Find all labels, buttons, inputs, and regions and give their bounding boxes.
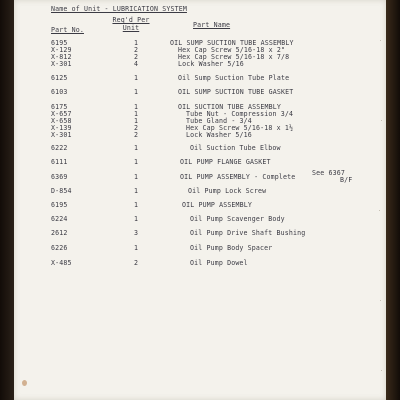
part-number: X-812 [51, 53, 72, 61]
part-number: 2612 [51, 229, 68, 237]
part-number: 6369 [51, 173, 68, 181]
part-number: 6222 [51, 144, 68, 152]
side-note-see: See 6367 [312, 169, 345, 177]
part-number: 6226 [51, 244, 68, 252]
quantity: 4 [134, 60, 139, 68]
part-name: OIL PUMP ASSEMBLY [182, 201, 253, 209]
quantity: 1 [134, 144, 139, 152]
quantity: 2 [134, 53, 139, 61]
part-name: Hex Cap Screw 5/16-18 x 7/8 [178, 53, 290, 61]
part-number: X-129 [51, 46, 72, 54]
column-header-reqd-line2: Unit [122, 24, 140, 32]
part-name: Oil Sump Suction Tube Plate [178, 74, 290, 82]
part-number: X-658 [51, 117, 72, 125]
quantity: 1 [134, 201, 139, 209]
part-name: OIL SUMP SUCTION TUBE GASKET [178, 88, 294, 96]
quantity: 1 [134, 187, 139, 195]
part-number: 6125 [51, 74, 68, 82]
part-name: Hex Cap Screw 5/16-18 x 1½ [186, 124, 294, 132]
part-name: Oil Pump Dowel [190, 259, 248, 267]
page-blemish [22, 380, 27, 386]
part-name: OIL SUMP SUCTION TUBE ASSEMBLY [170, 39, 294, 47]
scan-edge-right [386, 0, 400, 400]
part-name: OIL PUMP FLANGE GASKET [180, 158, 271, 166]
quantity: 2 [134, 259, 139, 267]
part-number: X-301 [51, 131, 72, 139]
part-name: Tube Gland - 3/4 [186, 117, 252, 125]
part-number: 6103 [51, 88, 68, 96]
part-number: X-657 [51, 110, 72, 118]
part-name: Oil Pump Scavenger Body [190, 215, 285, 223]
part-number: 6195 [51, 39, 68, 47]
quantity: 1 [134, 215, 139, 223]
unit-title: Name of Unit - LUBRICATION SYSTEM [51, 5, 187, 13]
part-name: Oil Pump Drive Shaft Bushing [190, 229, 306, 237]
part-number: 6195 [51, 201, 68, 209]
part-name: Tube Nut - Compression 3/4 [186, 110, 294, 118]
quantity: 1 [134, 117, 139, 125]
quantity: 1 [134, 39, 139, 47]
quantity: 2 [134, 131, 139, 139]
column-header-reqd-line1: Req'd Per [112, 16, 150, 24]
part-name: Oil Suction Tube Elbow [190, 144, 281, 152]
quantity: 1 [134, 244, 139, 252]
quantity: 1 [134, 158, 139, 166]
part-number: 6111 [51, 158, 68, 166]
part-name: Oil Pump Lock Screw [188, 187, 267, 195]
quantity: 1 [134, 103, 139, 111]
column-header-part-name: Part Name [193, 21, 231, 29]
quantity: 1 [134, 74, 139, 82]
quantity: 1 [134, 173, 139, 181]
quantity: 2 [134, 46, 139, 54]
part-name: Hex Cap Screw 5/16-18 x 2" [178, 46, 286, 54]
part-number: 6224 [51, 215, 68, 223]
part-number: X-139 [51, 124, 72, 132]
side-note-bf: B/F [340, 176, 353, 184]
quantity: 1 [134, 110, 139, 118]
part-name: OIL SUCTION TUBE ASSEMBLY [178, 103, 281, 111]
part-name: OIL PUMP ASSEMBLY - Complete [180, 173, 296, 181]
column-header-part-no: Part No. [51, 26, 84, 34]
quantity: 2 [134, 124, 139, 132]
quantity: 1 [134, 88, 139, 96]
part-number: D-854 [51, 187, 72, 195]
part-number: X-301 [51, 60, 72, 68]
part-name: Oil Pump Body Spacer [190, 244, 273, 252]
part-name: Lock Washer 5/16 [186, 131, 252, 139]
scan-edge-left [0, 0, 14, 400]
part-number: X-485 [51, 259, 72, 267]
quantity: 3 [134, 229, 139, 237]
part-number: 6175 [51, 103, 68, 111]
part-name: Lock Washer 5/16 [178, 60, 244, 68]
